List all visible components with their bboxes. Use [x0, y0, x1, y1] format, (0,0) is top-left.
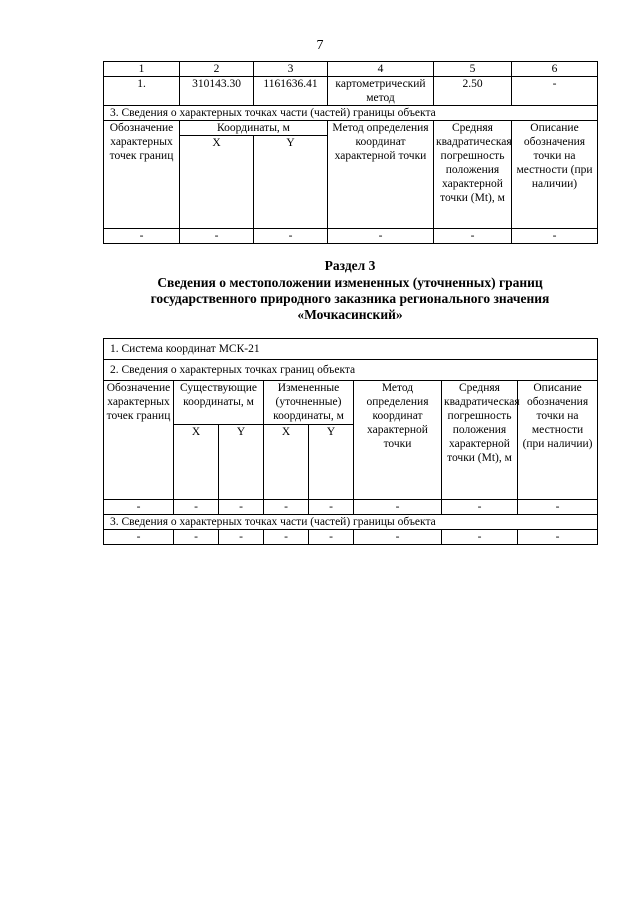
cell: - [219, 530, 264, 545]
col-number: 4 [328, 62, 434, 77]
header-y: Y [254, 136, 328, 229]
cell: - [512, 77, 598, 106]
header-y-existing: Y [219, 425, 264, 500]
cell: - [518, 500, 598, 515]
section3-label: 3. Сведения о характерных точках части (частей) границы объекта [104, 515, 598, 530]
header-existing: Существующие координаты, м [174, 381, 264, 425]
cell: 1. [104, 77, 180, 106]
table-row [104, 339, 598, 360]
cell: - [174, 530, 219, 545]
cell: 310143.30 [180, 77, 254, 106]
table-points-1 [103, 61, 598, 244]
page-number: 7 [316, 38, 324, 53]
header-method: Метод определения координат характерной точки [328, 121, 434, 229]
cell: - [104, 530, 174, 545]
table-row [104, 530, 598, 545]
header-designation: Обозначение характерных точек границ [104, 381, 174, 500]
header-description: Описание обозначения точки на местности (при наличии) [512, 121, 598, 229]
col-number: 5 [434, 62, 512, 77]
header-changed: Измененные (уточненные) координаты, м [264, 381, 354, 425]
table-row [104, 62, 598, 77]
header-method: Метод определения координат характерной точки [354, 381, 442, 500]
header-x-existing: X [174, 425, 219, 500]
section3-label: 3. Сведения о характерных точках части (частей) границы объекта [104, 106, 598, 121]
cell: - [174, 500, 219, 515]
cell: - [434, 229, 512, 244]
cell: - [264, 500, 309, 515]
cell: - [104, 500, 174, 515]
cell: - [518, 530, 598, 545]
table-row [104, 500, 598, 515]
cell: - [512, 229, 598, 244]
cell: - [442, 500, 518, 515]
cell: 1161636.41 [254, 77, 328, 106]
cell: картометрический метод [328, 77, 434, 106]
col-number: 1 [104, 62, 180, 77]
section-title: Раздел 3 [324, 258, 376, 273]
cell: 2.50 [434, 77, 512, 106]
cell: - [328, 229, 434, 244]
cell: - [104, 229, 180, 244]
header-row [104, 121, 598, 136]
col-number: 6 [512, 62, 598, 77]
section-subtitle-line1: Сведения о местоположении измененных (уточненных) границ [157, 275, 543, 290]
cell: - [264, 530, 309, 545]
header-y-changed: Y [309, 425, 354, 500]
table-row [104, 77, 598, 106]
col-number: 3 [254, 62, 328, 77]
cell: - [180, 229, 254, 244]
header-error: Средняя квадратическая погрешность положения характерной точки (Mt), м [434, 121, 512, 229]
section-subtitle-line2: государственного природного заказника регионального значения [150, 291, 550, 306]
section2-label: 2. Сведения о характерных точках границ объекта [104, 360, 598, 381]
cell: - [219, 500, 264, 515]
section-subtitle-line3: «Мочкасинский» [297, 307, 403, 322]
header-designation: Обозначение характерных точек границ [104, 121, 180, 229]
table-row [104, 229, 598, 244]
header-x: X [180, 136, 254, 229]
table-row [104, 515, 598, 530]
cell: - [254, 229, 328, 244]
table-row [104, 106, 598, 121]
cell: - [354, 500, 442, 515]
col-number: 2 [180, 62, 254, 77]
coord-system: 1. Система координат МСК-21 [104, 339, 598, 360]
table-points-2 [103, 338, 598, 545]
header-error: Средняя квадратическая погрешность положения характерной точки (Mt), м [442, 381, 518, 500]
cell: - [309, 500, 354, 515]
cell: - [354, 530, 442, 545]
cell: - [309, 530, 354, 545]
header-row [104, 381, 598, 425]
table-row [104, 360, 598, 381]
header-coordinates: Координаты, м [180, 121, 328, 136]
cell: - [442, 530, 518, 545]
header-x-changed: X [264, 425, 309, 500]
header-description: Описание обозначения точки на местности (при наличии) [518, 381, 598, 500]
